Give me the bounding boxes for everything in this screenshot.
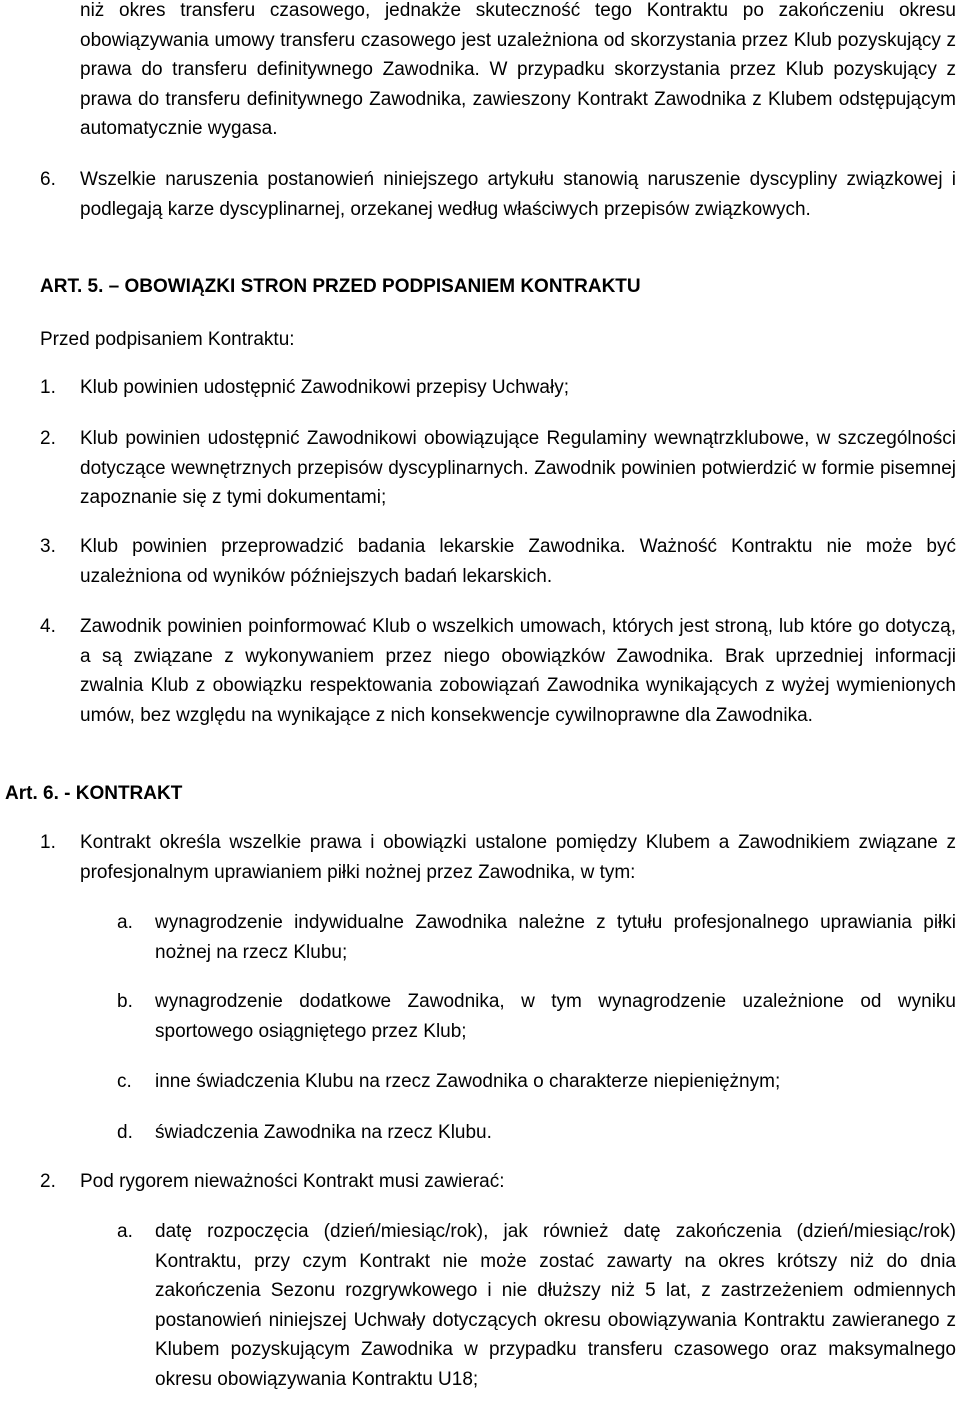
art6-item-1-sub-b-text: wynagrodzenie dodatkowe Zawodnika, w tym wynagrodzenie uzależnione od wyniku sportowego osiągniętego przez Klub; [155,991,956,1042]
art5-item-4-number: 4. [40,616,56,637]
art6-item-1-sub-a-letter: a. [117,912,133,933]
art6-item-1-sub-b-letter: b. [117,991,133,1012]
art5-item-2-number: 2. [40,428,56,449]
art6-item-1-number: 1. [40,832,56,853]
art5-item-4-text: Zawodnik powinien poinformować Klub o wszelkich umowach, których jest stroną, lub które go dotyczą, a są związane z wykonywaniem przez niego obowiązków Zawodnika. Brak uprzedniej informacji zwalnia Klub z obowiązku respektowania zobowiązań Zawodnika wynikających z wyżej wymienionych umów, bez względu na wynikające z nich konsekwencje cywilnoprawne dla Zawodnika. [80,616,956,726]
art6-item-2-sub-a-text: datę rozpoczęcia (dzień/miesiąc/rok), jak również datę zakończenia (dzień/miesiąc/rok) Kontraktu, przy czym Kontrakt nie może zostać zawarty na okres krótszy niż do dnia zakończenia Sezonu rozgrywkowego i nie dłuższy niż 5 lat, z zastrzeżeniem odmiennych postanowień niniejszej Uchwały dotyczących okresu obowiązywania Kontraktu zawieranego z Klubem pozyskującym Zawodnika w przypadku transferu czasowego oraz maksymalnego okresu obowiązywania Kontraktu U18; [155,1221,956,1390]
art6-item-2-text: Pod rygorem nieważności Kontrakt musi zawierać: [80,1171,505,1192]
art5-intro: Przed podpisaniem Kontraktu: [40,329,295,350]
art6-heading: Art. 6. - KONTRAKT [5,783,183,804]
art6-item-2-sub-a-letter: a. [117,1221,133,1242]
art4-item-6-text: Wszelkie naruszenia postanowień niniejszego artykułu stanowią naruszenie dyscypliny związkowej i podlegają karze dyscyplinarnej, orzekanej według właściwych przepisów związkowych. [80,169,956,220]
art4-item-6-number: 6. [40,169,56,190]
art6-item-1-sub-d-text: świadczenia Zawodnika na rzecz Klubu. [155,1122,492,1143]
art5-item-2-text: Klub powinien udostępnić Zawodnikowi obowiązujące Regulaminy wewnątrzklubowe, w szczególności dotyczące wewnętrznych przepisów dyscyplinarnych. Zawodnik powinien potwierdzić w formie pisemnej zapoznanie się z tymi dokumentami; [80,428,956,508]
art5-heading: ART. 5. – OBOWIĄZKI STRON PRZED PODPISANIEM KONTRAKTU [40,276,641,297]
art6-item-1-sub-a-text: wynagrodzenie indywidualne Zawodnika należne z tytułu profesjonalnego uprawiania piłki nożnej na rzecz Klubu; [155,912,956,963]
art5-item-1-number: 1. [40,377,56,398]
art6-item-1-sub-c-text: inne świadczenia Klubu na rzecz Zawodnika o charakterze niepieniężnym; [155,1071,781,1092]
art6-item-2-number: 2. [40,1171,56,1192]
art5-item-3-number: 3. [40,536,56,557]
art6-item-1-sub-c-letter: c. [117,1071,132,1092]
art4-continuation-paragraph: niż okres transferu czasowego, jednakże skuteczność tego Kontraktu po zakończeniu okresu obowiązywania umowy transferu czasowego jest uzależniona od skorzystania przez Klub pozyskujący z prawa do transferu definitywnego Zawodnika. W przypadku skorzystania przez Klub pozyskujący z prawa do transferu definitywnego Zawodnika, zawieszony Kontrakt Zawodnika z Klubem odstępującym automatycznie wygasa. [80,0,956,139]
art6-item-1-sub-d-letter: d. [117,1122,133,1143]
art6-item-1-text: Kontrakt określa wszelkie prawa i obowiązki ustalone pomiędzy Klubem a Zawodnikiem związane z profesjonalnym uprawianiem piłki nożnej przez Zawodnika, w tym: [80,832,956,883]
art5-item-1-text: Klub powinien udostępnić Zawodnikowi przepisy Uchwały; [80,377,569,398]
art5-item-3-text: Klub powinien przeprowadzić badania lekarskie Zawodnika. Ważność Kontraktu nie może być uzależniona od wyników późniejszych badań lekarskich. [80,536,956,587]
